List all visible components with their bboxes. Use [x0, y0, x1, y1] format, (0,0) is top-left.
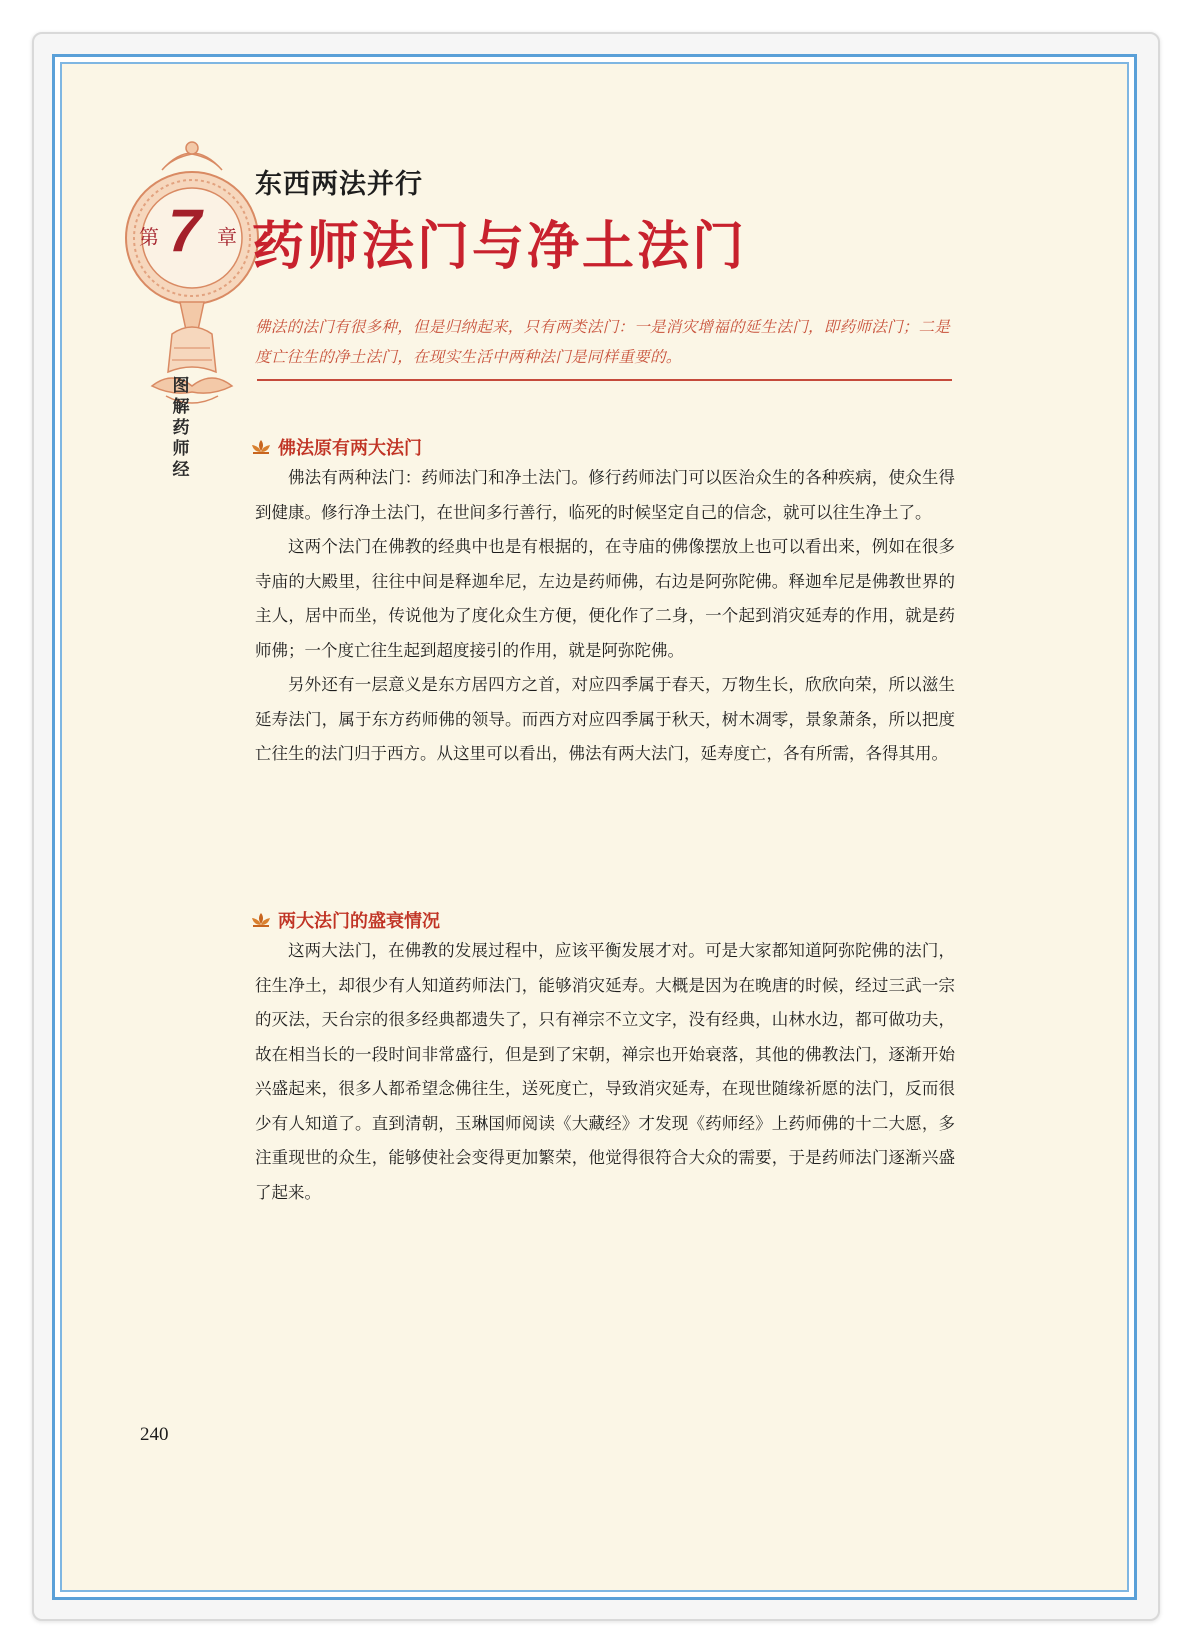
- book-page: [62, 64, 1127, 1590]
- chapter-intro: 佛法的法门有很多种，但是归纳起来，只有两类法门：一是消灾增福的延生法门，即药师法门；二是度亡往生的净土法门，在现实生活中两种法门是同样重要的。: [255, 318, 951, 366]
- paragraph: 这两个法门在佛教的经典中也是有根据的，在寺庙的佛像摆放上也可以看出来，例如在很多寺庙的大殿里，往往中间是释迦牟尼，左边是药师佛，右边是阿弥陀佛。释迦牟尼是佛教世界的主人，居中而坐，传说他为了度化众生方便，便化作了二身，一个起到消灾延寿的作用，就是药师佛；一个度亡往生起到超度接引的作用，就是阿弥陀佛。: [255, 537, 955, 660]
- chapter-prefix: 第: [139, 225, 159, 249]
- page-number: 240: [140, 1424, 169, 1445]
- section-body: [255, 934, 955, 1210]
- section-heading-text: 两大法门的盛衰情况: [278, 911, 440, 932]
- lotus-icon: [250, 912, 272, 928]
- paragraph: 佛法有两种法门：药师法门和净土法门。修行药师法门可以医治众生的各种疾病，使众生得到健康。修行净土法门，在世间多行善行，临死的时候坚定自己的信念，就可以往生净土了。: [255, 468, 955, 522]
- section-body: [255, 461, 955, 772]
- paragraph: 另外还有一层意义是东方居四方之首，对应四季属于春天，万物生长，欣欣向荣，所以滋生延寿法门，属于东方药师佛的领导。而西方对应四季属于秋天，树木凋零，景象萧条，所以把度亡往生的法门归于西方。从这里可以看出，佛法有两大法门，延寿度亡，各有所需，各得其用。: [255, 675, 955, 763]
- chapter-suffix: 章: [217, 225, 237, 249]
- section-heading-text: 佛法原有两大法门: [278, 438, 422, 459]
- chapter-title: 药师法门与净土法门: [252, 216, 748, 277]
- chapter-subtitle: 东西两法并行: [255, 169, 423, 200]
- section-heading: [250, 907, 440, 933]
- lotus-icon: [250, 439, 272, 455]
- side-label: 图解药师经: [172, 376, 190, 480]
- intro-divider: [257, 379, 952, 381]
- chapter-number: 7: [168, 197, 202, 264]
- paragraph: 这两大法门，在佛教的发展过程中，应该平衡发展才对。可是大家都知道阿弥陀佛的法门，往生净土，却很少有人知道药师法门，能够消灾延寿。大概是因为在晚唐的时候，经过三武一宗的灭法，天台宗的很多经典都遗失了，只有禅宗不立文字，没有经典，山林水边，都可做功夫，故在相当长的一段时间非常盛行，但是到了宋朝，禅宗也开始衰落，其他的佛教法门，逐渐开始兴盛起来，很多人都希望念佛往生，送死度亡，导致消灾延寿，在现世随缘祈愿的法门，反而很少有人知道了。直到清朝，玉琳国师阅读《大藏经》才发现《药师经》上药师佛的十二大愿，多注重现世的众生，能够使社会变得更加繁荣，他觉得很符合大众的需要，于是药师法门逐渐兴盛了起来。: [255, 941, 955, 1202]
- section-heading: [250, 434, 422, 460]
